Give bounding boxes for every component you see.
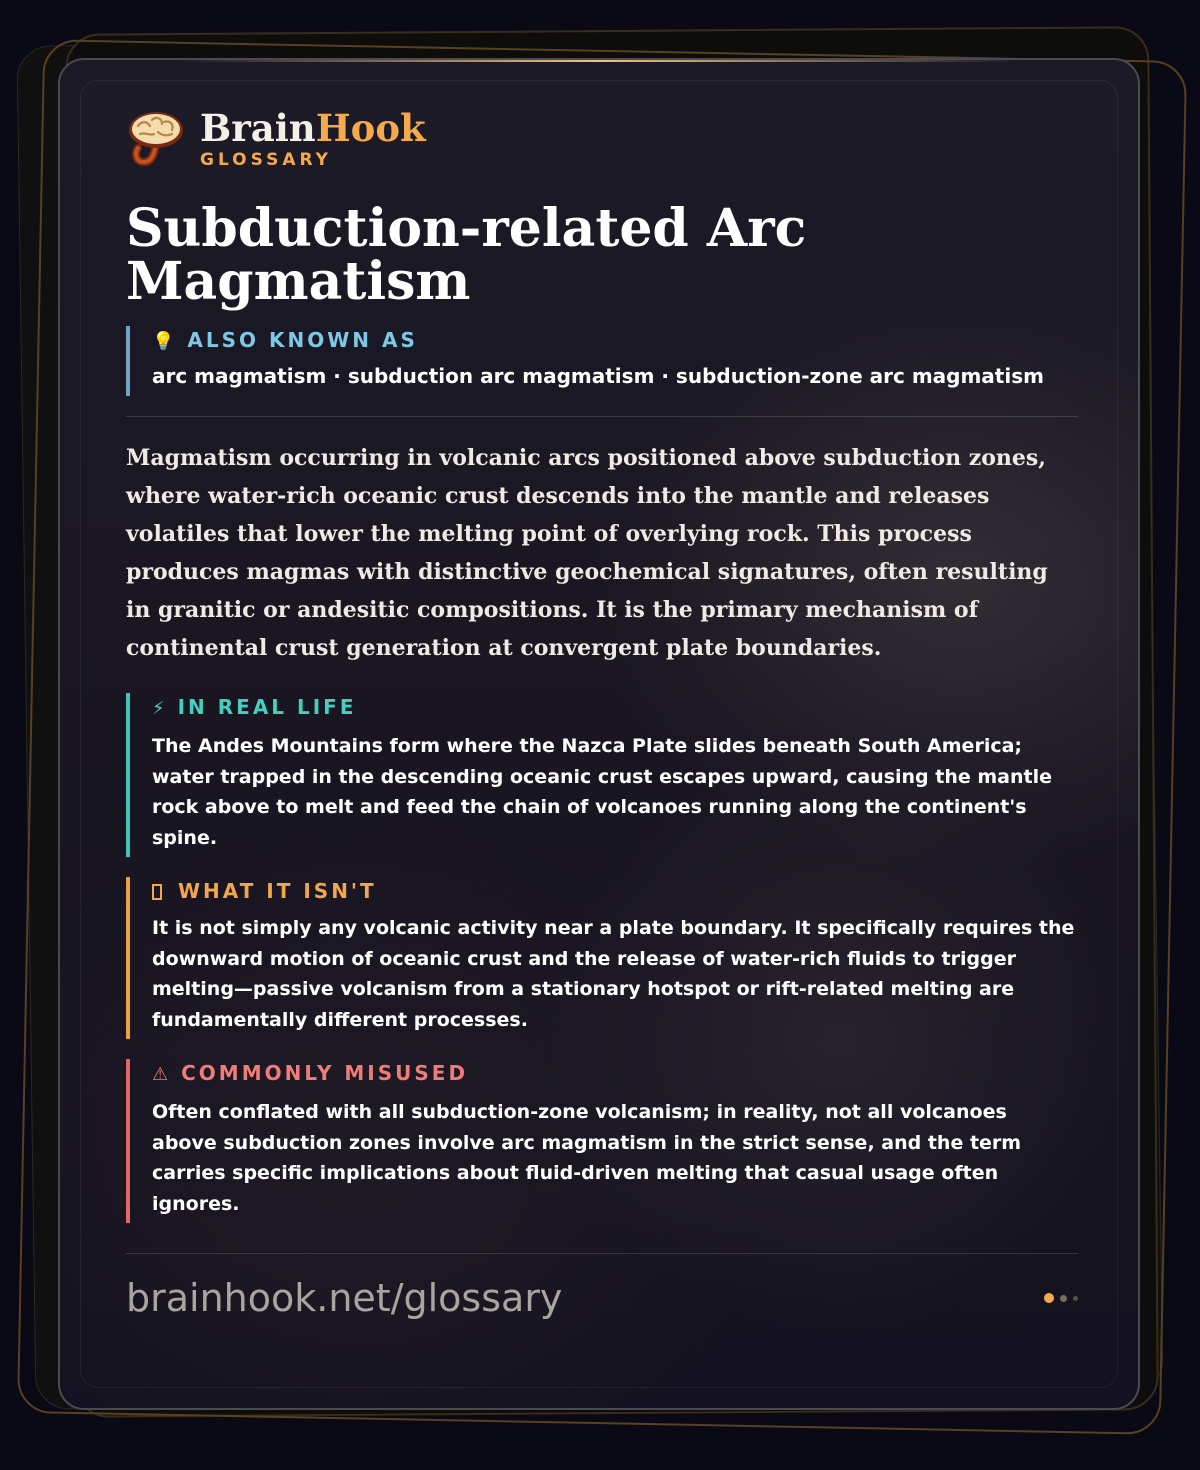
brand-name-accent: Hook	[315, 106, 426, 150]
brand-name-primary: Brain	[200, 106, 316, 150]
what-it-isnt-label: WHAT IT ISN'T	[177, 879, 377, 903]
real-life-section	[126, 693, 1078, 857]
what-it-isnt-heading	[152, 879, 1078, 903]
section-divider	[126, 416, 1078, 417]
commonly-misused-heading	[152, 1061, 1078, 1087]
also-known-as-section	[126, 326, 1078, 396]
term-title: Subduction-related Arc Magmatism	[126, 198, 807, 312]
pagination-dot	[1073, 1296, 1078, 1301]
brand-header	[126, 104, 1078, 174]
commonly-misused-body: Often conflated with all subduction-zone volcanism; in reality, not all volcanoes above subduction zones involve arc magmatism in the strict sense, and the term carries specific implications about fluid-driven melting that casual usage often ignores.	[152, 1101, 1022, 1215]
brand-subtitle: GLOSSARY	[200, 150, 332, 170]
footer-divider	[126, 1253, 1078, 1254]
pagination-dots	[1044, 1293, 1078, 1303]
card-highlight	[180, 60, 1018, 62]
brain-hook-logo-icon	[126, 108, 186, 170]
no-entry-icon	[152, 884, 162, 900]
also-known-as-label: ALSO KNOWN AS	[187, 328, 418, 352]
glossary-card	[58, 58, 1140, 1410]
warning-icon: ⚠	[152, 1064, 172, 1085]
pagination-dot	[1060, 1295, 1067, 1302]
brand-name	[200, 108, 426, 148]
term-definition: Magmatism occurring in volcanic arcs positioned above subduction zones, where water-rich oceanic crust descends into the mantle and releases volatiles that lower the melting point of overlying rock. This process produces magmas with distinctive geochemical signatures, often resulting in granitic or andesitic compositions. It is the primary mechanism of continental crust generation at convergent plate boundaries.	[126, 445, 1048, 661]
card-content	[126, 104, 1078, 1320]
card-footer	[126, 1276, 1078, 1320]
real-life-heading	[152, 695, 1078, 721]
also-known-as-value: arc magmatism · subduction arc magmatism · subduction-zone arc magmatism	[152, 364, 1044, 388]
lightbulb-icon: 💡	[152, 331, 178, 352]
commonly-misused-section	[126, 1059, 1078, 1223]
what-it-isnt-section	[126, 877, 1078, 1039]
pagination-dot-active	[1044, 1293, 1054, 1303]
also-known-as-heading	[152, 328, 1078, 354]
what-it-isnt-body: It is not simply any volcanic activity near a plate boundary. It specifically requires the downward motion of oceanic crust and the release of water-rich fluids to trigger melting—passive volcanism from a stationary hotspot or rift-related melting are fundamentally different processes.	[152, 917, 1075, 1031]
real-life-body: The Andes Mountains form where the Nazca Plate slides beneath South America; water trapped in the descending oceanic crust escapes upward, causing the mantle rock above to melt and feed the chain of volcanoes running along the continent's spine.	[152, 735, 1053, 849]
real-life-label: IN REAL LIFE	[177, 695, 357, 719]
footer-url[interactable]: brainhook.net/glossary	[126, 1276, 563, 1320]
lightning-icon: ⚡	[152, 698, 168, 719]
commonly-misused-label: COMMONLY MISUSED	[181, 1061, 469, 1085]
